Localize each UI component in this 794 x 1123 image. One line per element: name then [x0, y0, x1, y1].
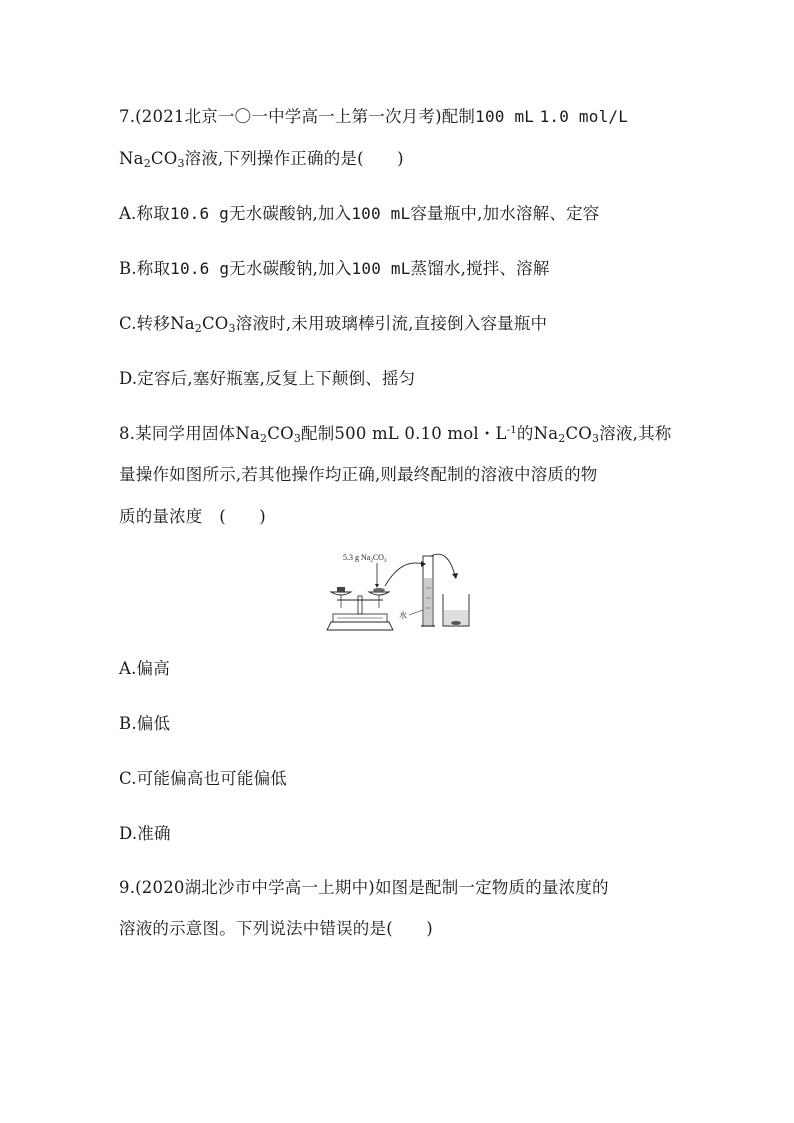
balance-base: [327, 622, 393, 630]
water-pointer: [409, 610, 423, 615]
q8-line-2-text: 量操作如图所示,若其他操作均正确,则最终配制的溶液中溶质的物: [119, 465, 598, 484]
q7-option-a: [119, 204, 599, 224]
formula-co: CO: [267, 424, 294, 443]
beaker-solid: [451, 621, 461, 625]
q7-opt-b-pre: B.称取: [119, 259, 171, 278]
q7-concentration: 1.0 mol/L: [539, 107, 629, 126]
q7-line-2: [119, 149, 404, 169]
formula-sub-2: 2: [558, 432, 566, 445]
formula-na: Na: [533, 424, 559, 443]
q8-number: 8.: [119, 424, 136, 443]
q7-opt-a-pre: A.称取: [119, 204, 170, 223]
q8-volume-conc: 500 mL 0.10 mol・L: [334, 424, 507, 443]
q7-opt-a-mass: 10.6 g: [169, 204, 229, 223]
q7-line-1: [119, 107, 628, 127]
powder-sample: [373, 588, 385, 592]
q8-line-1: [119, 424, 671, 444]
q8-figure: [323, 548, 473, 636]
cylinder-liquid: [424, 578, 432, 625]
q8-exponent: -1: [506, 425, 517, 436]
formula-sub-3: 3: [592, 432, 600, 445]
formula-sub-3: 3: [293, 432, 302, 445]
formula-na: Na: [170, 314, 195, 333]
figure-water-label: 水: [399, 611, 407, 620]
q7-opt-c-pre: C.转移: [119, 314, 171, 333]
formula-na: Na: [119, 149, 144, 168]
formula-co: CO: [201, 314, 229, 333]
q8-option-c: [119, 769, 287, 789]
formula-sub-2: 2: [143, 157, 151, 170]
formula-sub-2: 2: [260, 432, 268, 445]
q7-opt-a-end: 容量瓶中,加水溶解、定容: [410, 204, 600, 223]
q8-stem-c: 的: [516, 424, 534, 443]
formula-co: CO: [150, 149, 178, 168]
q8-opt-d: D.准确: [119, 824, 171, 843]
q9-number: 9.: [119, 878, 136, 897]
q7-number: 7.: [119, 107, 136, 126]
q7-opt-b-mass: 10.6 g: [170, 259, 230, 278]
q8-stem-d: 溶液,其称: [599, 424, 672, 443]
figure-curve-arrowhead-1: [421, 561, 426, 567]
q8-line-2: [119, 465, 598, 485]
balance-left-pan: [331, 592, 351, 595]
q7-volume: 100 mL: [475, 107, 535, 126]
q7-option-c: [119, 314, 547, 334]
formula-sub-3: 3: [177, 157, 185, 170]
q7-opt-c-end: 溶液时,未用玻璃棒引流,直接倒入容量瓶中: [235, 314, 548, 333]
q8-line-3-text: 质的量浓度 ( ): [119, 507, 266, 526]
q7-opt-a-vol: 100 mL: [351, 204, 411, 223]
q7-opt-b-vol: 100 mL: [351, 259, 411, 278]
q9-line-2: [119, 919, 433, 939]
formula-co: CO: [565, 424, 593, 443]
figure-mass-label: 5.3 g $Na_2CO_3$: [343, 553, 387, 564]
figure-curve-arrowhead-2: [452, 573, 458, 579]
balance-pillar: [358, 596, 362, 614]
q8-option-d: [119, 824, 171, 844]
q8-stem-a: 某同学用固体: [135, 424, 236, 443]
formula-sub-2: 2: [194, 322, 202, 335]
q8-option-a: [119, 659, 170, 679]
q7-stem-a: 配制: [441, 107, 476, 126]
balance-weight: [337, 587, 345, 592]
q8-stem-b: 配制: [301, 424, 335, 443]
q8-opt-b: B.偏低: [119, 714, 171, 733]
formula-na: Na: [235, 424, 261, 443]
q9-source: (2020湖北沙市中学高一上期中): [135, 878, 375, 897]
q8-line-3: [119, 507, 266, 527]
q8-option-b: [119, 714, 170, 734]
q7-opt-d: D.定容后,塞好瓶塞,反复上下颠倒、摇匀: [119, 369, 416, 388]
figure-curve-arrow-2: [431, 554, 455, 576]
q7-opt-b-mid: 无水碳酸钠,加入: [229, 259, 352, 278]
q7-opt-b-end: 蒸馏水,搅拌、溶解: [410, 259, 550, 278]
q7-stem-rest: 溶液,下列操作正确的是( ): [184, 149, 404, 168]
figure-arrowhead-down: [375, 584, 379, 588]
balance-cylinder-diagram: [323, 548, 473, 636]
q7-option-b: [119, 259, 550, 279]
q9-line-1-rest: 如图是配制一定物质的量浓度的: [374, 878, 609, 897]
q8-opt-a: A.偏高: [119, 659, 170, 678]
formula-sub-3: 3: [228, 322, 236, 335]
q9-line-2-text: 溶液的示意图。下列说法中错误的是( ): [119, 919, 433, 938]
q7-option-d: [119, 369, 415, 389]
figure-curve-arrow-1: [385, 563, 423, 586]
q9-line-1: [119, 878, 609, 898]
balance-right-pan: [369, 592, 389, 595]
q8-opt-c: C.可能偏高也可能偏低: [119, 769, 287, 788]
q7-source: (2021北京一〇一中学高一上第一次月考): [135, 107, 442, 126]
q7-opt-a-mid: 无水碳酸钠,加入: [228, 204, 352, 223]
